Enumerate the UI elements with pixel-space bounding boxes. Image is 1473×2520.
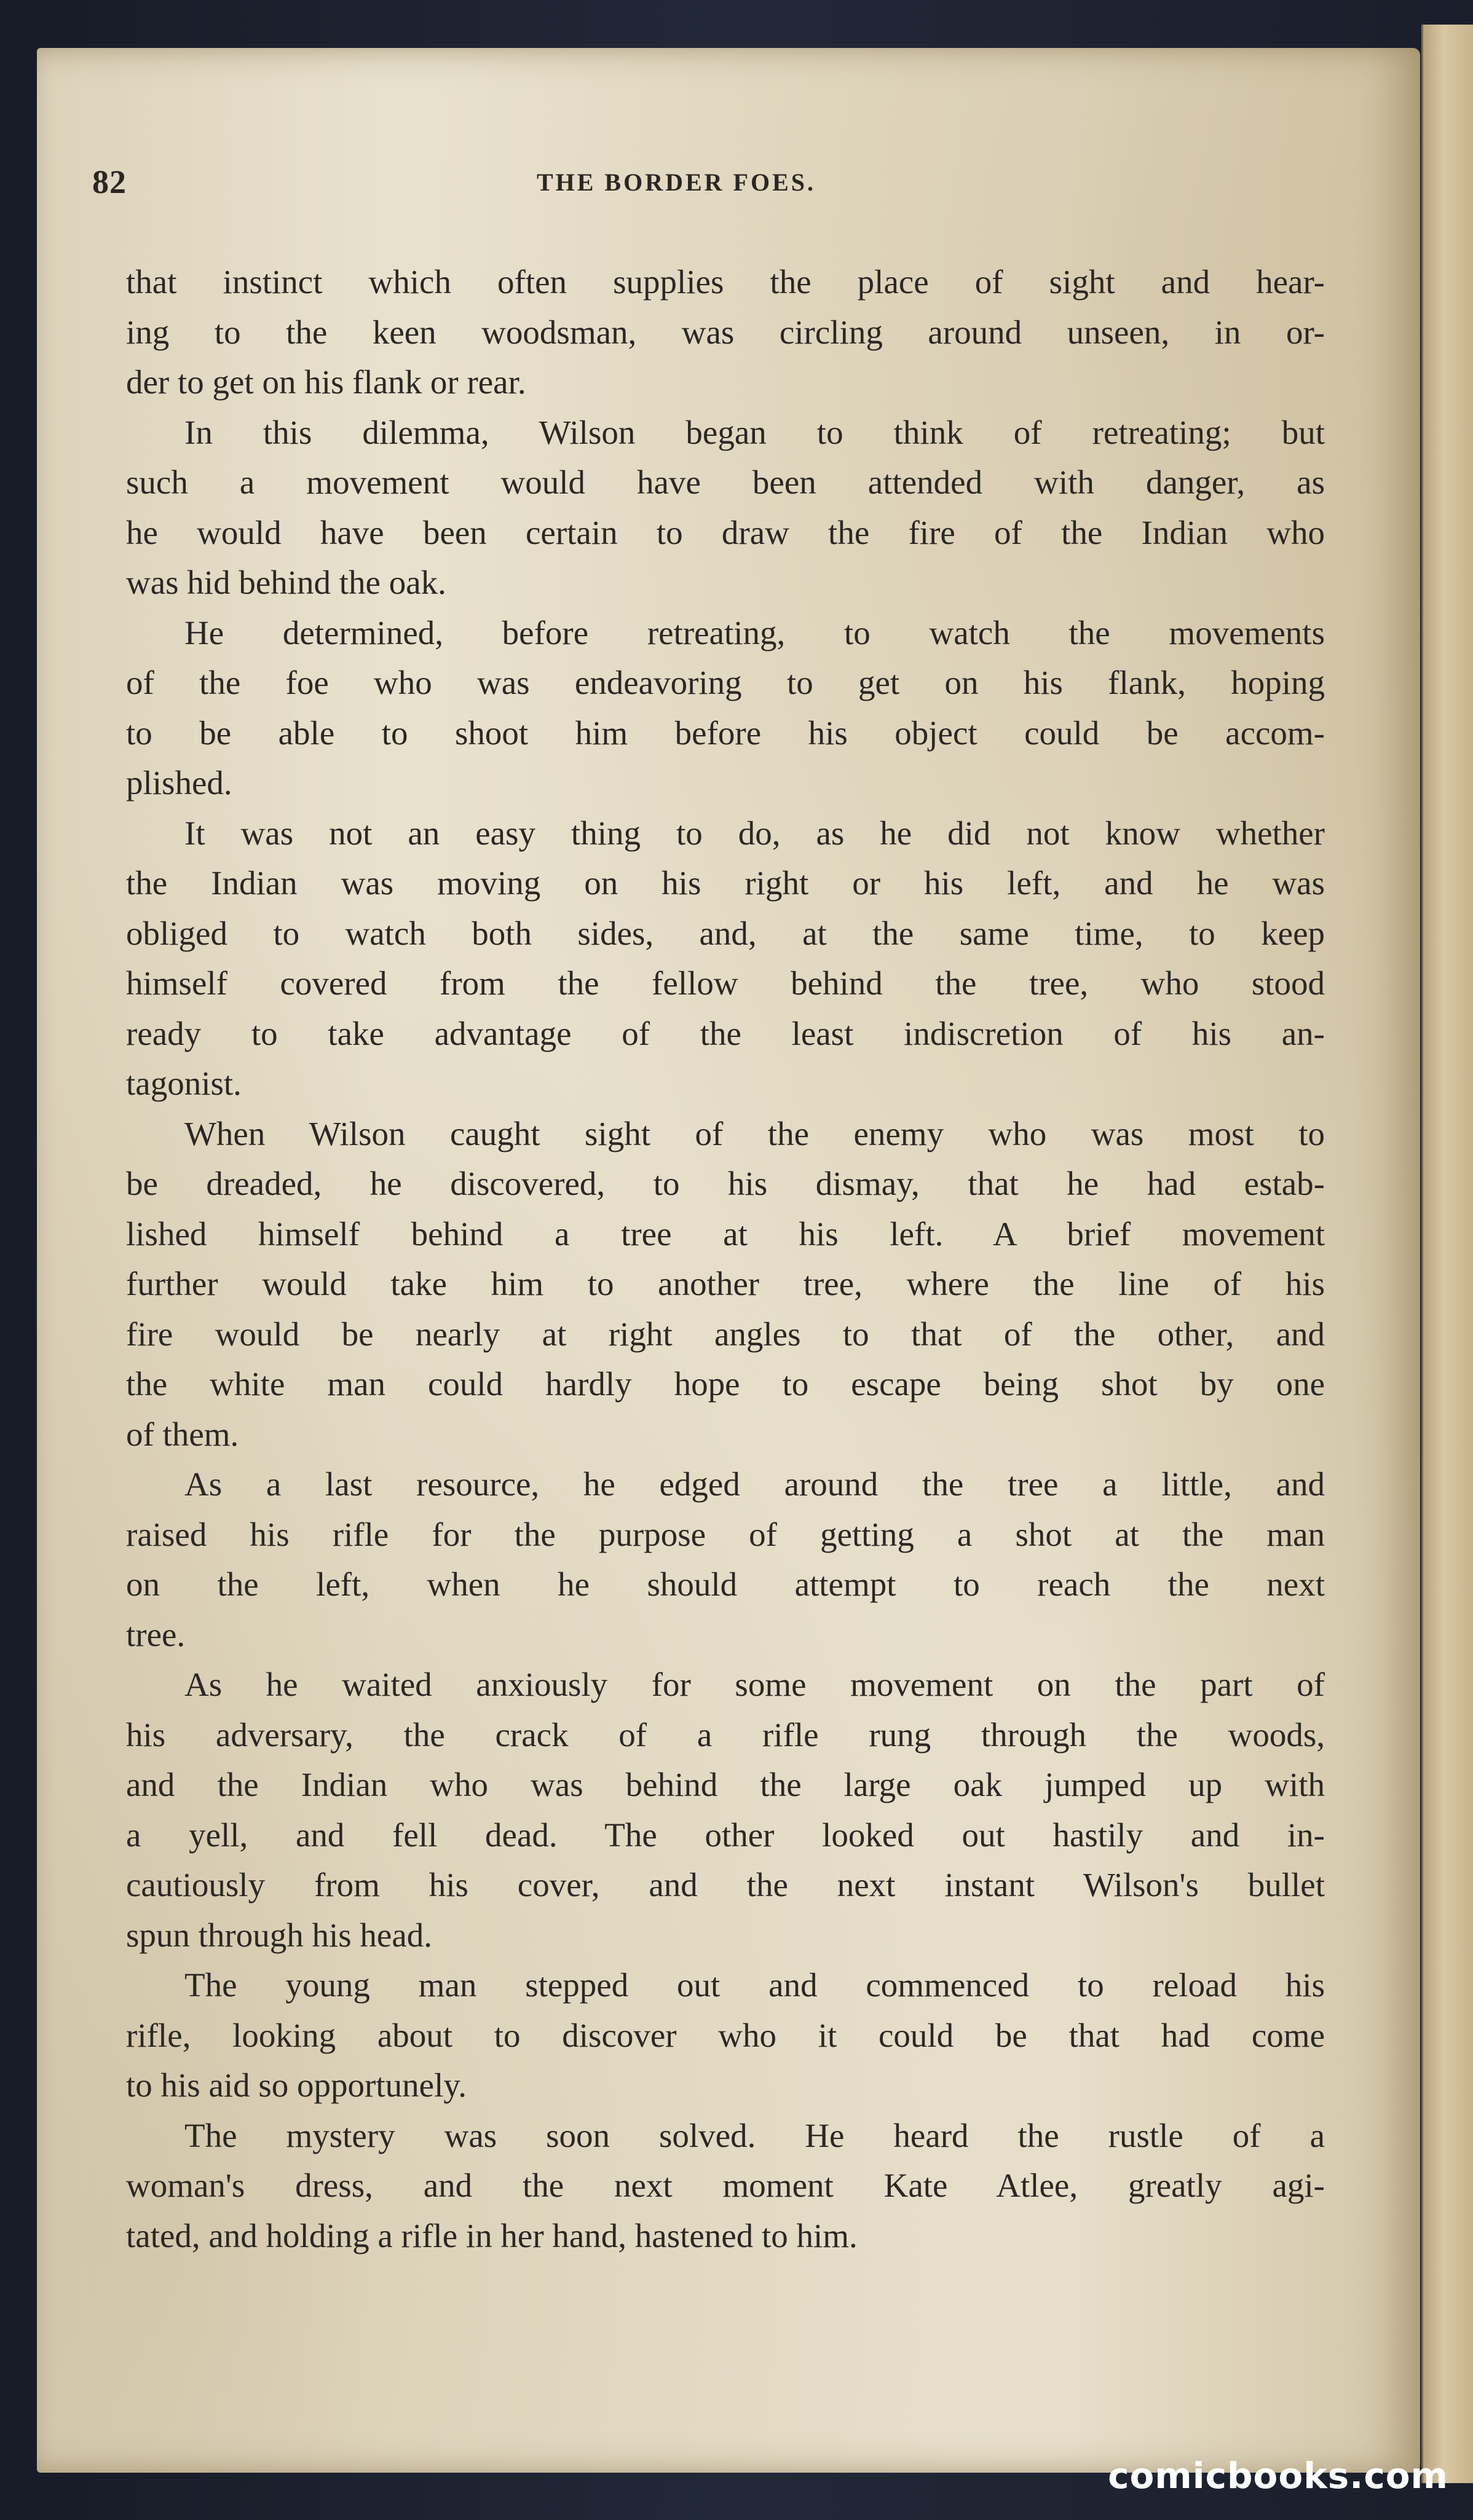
text-line: tated, and holding a rifle in her hand, hastened to him.	[126, 2216, 858, 2254]
text-line: himself covered from the fellow behind the tree, who stood	[126, 964, 1325, 1002]
text-line: tagonist.	[126, 1065, 242, 1102]
text-line: He determined, before retreating, to watch the movements	[184, 613, 1325, 652]
text-line: on the left, when he should attempt to reach the next	[126, 1565, 1325, 1603]
text-line: lished himself behind a tree at his left. A brief movement	[126, 1215, 1325, 1253]
text-line: woman's dress, and the next moment Kate Atlee, greatly agi-	[126, 2167, 1325, 2204]
text-line: rifle, looking about to discover who it could be that had come	[126, 2016, 1325, 2054]
text-line: cautiously from his cover, and the next instant Wilson's bullet	[126, 1866, 1325, 1904]
running-head: THE BORDER FOES.	[536, 168, 816, 196]
text-line: he would have been certain to draw the fire of the Indian who	[126, 513, 1325, 551]
text-line: The young man stepped out and commenced to reload his	[184, 1966, 1325, 2004]
text-line: and the Indian who was behind the large oak jumped up with	[126, 1766, 1325, 1803]
text-line: such a movement would have been attended with danger, as	[126, 463, 1325, 501]
text-line: ing to the keen woodsman, was circling around unseen, in or-	[126, 313, 1325, 351]
page-header	[92, 163, 1377, 206]
text-line: der to get on his flank or rear.	[126, 363, 526, 401]
text-line: ready to take advantage of the least indiscretion of his an-	[126, 1014, 1325, 1052]
site-watermark: comicbooks.com	[1108, 2455, 1448, 2497]
text-line: When Wilson caught sight of the enemy who was most to	[184, 1114, 1325, 1152]
text-line: his adversary, the crack of a rifle rung through the woods,	[126, 1715, 1325, 1754]
text-line: obliged to watch both sides, and, at the same time, to keep	[126, 914, 1325, 952]
text-line: of the foe who was endeavoring to get on his flank, hoping	[126, 664, 1325, 701]
text-line: It was not an easy thing to do, as he did not know whether	[184, 814, 1325, 852]
text-line: As he waited anxiously for some movement on the part of	[184, 1666, 1325, 1703]
text-line: plished.	[126, 764, 232, 801]
text-line: be dreaded, he discovered, to his dismay, that he had estab-	[126, 1165, 1325, 1202]
text-line: further would take him to another tree, where the line of his	[126, 1265, 1325, 1302]
text-line: the Indian was moving on his right or his left, and he was	[126, 864, 1325, 902]
text-line: tree.	[126, 1615, 186, 1653]
text-line: to his aid so opportunely.	[126, 2066, 467, 2104]
text-line: fire would be nearly at right angles to that of the other, and	[126, 1315, 1325, 1353]
text-line: was hid behind the oak.	[126, 564, 446, 601]
text-line: spun through his head.	[126, 1916, 433, 1954]
text-line: to be able to shoot him before his object could be accom-	[126, 714, 1325, 752]
text-line: The mystery was soon solved. He heard the rustle of a	[184, 2116, 1325, 2154]
text-line: As a last resource, he edged around the tree a little, and	[184, 1465, 1325, 1503]
text-line: the white man could hardly hope to escape being shot by one	[126, 1365, 1325, 1403]
text-line: that instinct which often supplies the place of sight and hear-	[126, 263, 1325, 301]
text-line: raised his rifle for the purpose of getting a shot at the man	[126, 1515, 1325, 1553]
page-number: 82	[92, 163, 127, 200]
text-line: In this dilemma, Wilson began to think of retreating; but	[184, 413, 1325, 451]
text-line: a yell, and fell dead. The other looked out hastily and in-	[126, 1816, 1325, 1854]
body-text	[126, 257, 1325, 2261]
text-line: of them.	[126, 1415, 239, 1453]
next-page-edge	[1421, 25, 1473, 2483]
